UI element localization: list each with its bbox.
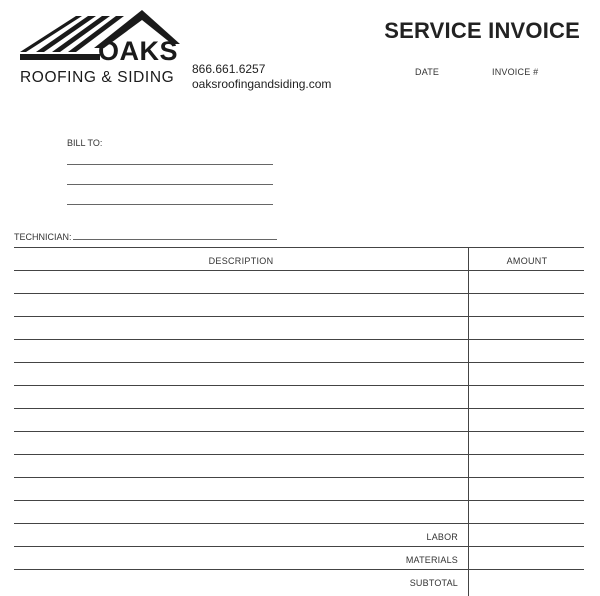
logo-brand: OAKS bbox=[98, 36, 179, 66]
materials-label: MATERIALS bbox=[405, 555, 458, 565]
labor-row[interactable] bbox=[14, 524, 584, 547]
subtotal-row[interactable] bbox=[14, 570, 584, 593]
column-divider bbox=[468, 248, 469, 596]
table-row[interactable] bbox=[14, 501, 584, 524]
invoice-title: SERVICE INVOICE bbox=[384, 18, 580, 43]
table-row[interactable] bbox=[14, 432, 584, 455]
table-row[interactable] bbox=[14, 386, 584, 409]
technician-label: TECHNICIAN: bbox=[14, 232, 72, 242]
subtotal-label: SUBTOTAL bbox=[409, 578, 458, 588]
table-row[interactable] bbox=[14, 340, 584, 363]
table-row[interactable] bbox=[14, 478, 584, 501]
table-row[interactable] bbox=[14, 409, 584, 432]
description-header: DESCRIPTION bbox=[208, 256, 274, 266]
materials-row[interactable] bbox=[14, 547, 584, 570]
amount-header: AMOUNT bbox=[506, 256, 548, 266]
date-label: DATE bbox=[415, 67, 440, 77]
table-row[interactable] bbox=[14, 271, 584, 294]
contact-phone: 866.661.6257 bbox=[192, 62, 266, 76]
contact-website: oaksroofingandsiding.com bbox=[192, 77, 332, 91]
table-header-row bbox=[14, 248, 584, 271]
table-row[interactable] bbox=[14, 455, 584, 478]
bill-to-line[interactable] bbox=[67, 164, 273, 165]
labor-label: LABOR bbox=[426, 532, 458, 542]
bill-to-label: BILL TO: bbox=[67, 138, 103, 148]
invoice-table bbox=[14, 247, 584, 596]
table-row[interactable] bbox=[14, 317, 584, 340]
table-row[interactable] bbox=[14, 363, 584, 386]
logo-tagline: ROOFING & SIDING bbox=[20, 69, 175, 86]
table-row[interactable] bbox=[14, 294, 584, 317]
technician-line[interactable] bbox=[73, 239, 277, 240]
invoice-number-label: INVOICE # bbox=[492, 67, 539, 77]
contact-block bbox=[192, 62, 331, 92]
bill-to-line[interactable] bbox=[67, 204, 273, 205]
bill-to-line[interactable] bbox=[67, 184, 273, 185]
